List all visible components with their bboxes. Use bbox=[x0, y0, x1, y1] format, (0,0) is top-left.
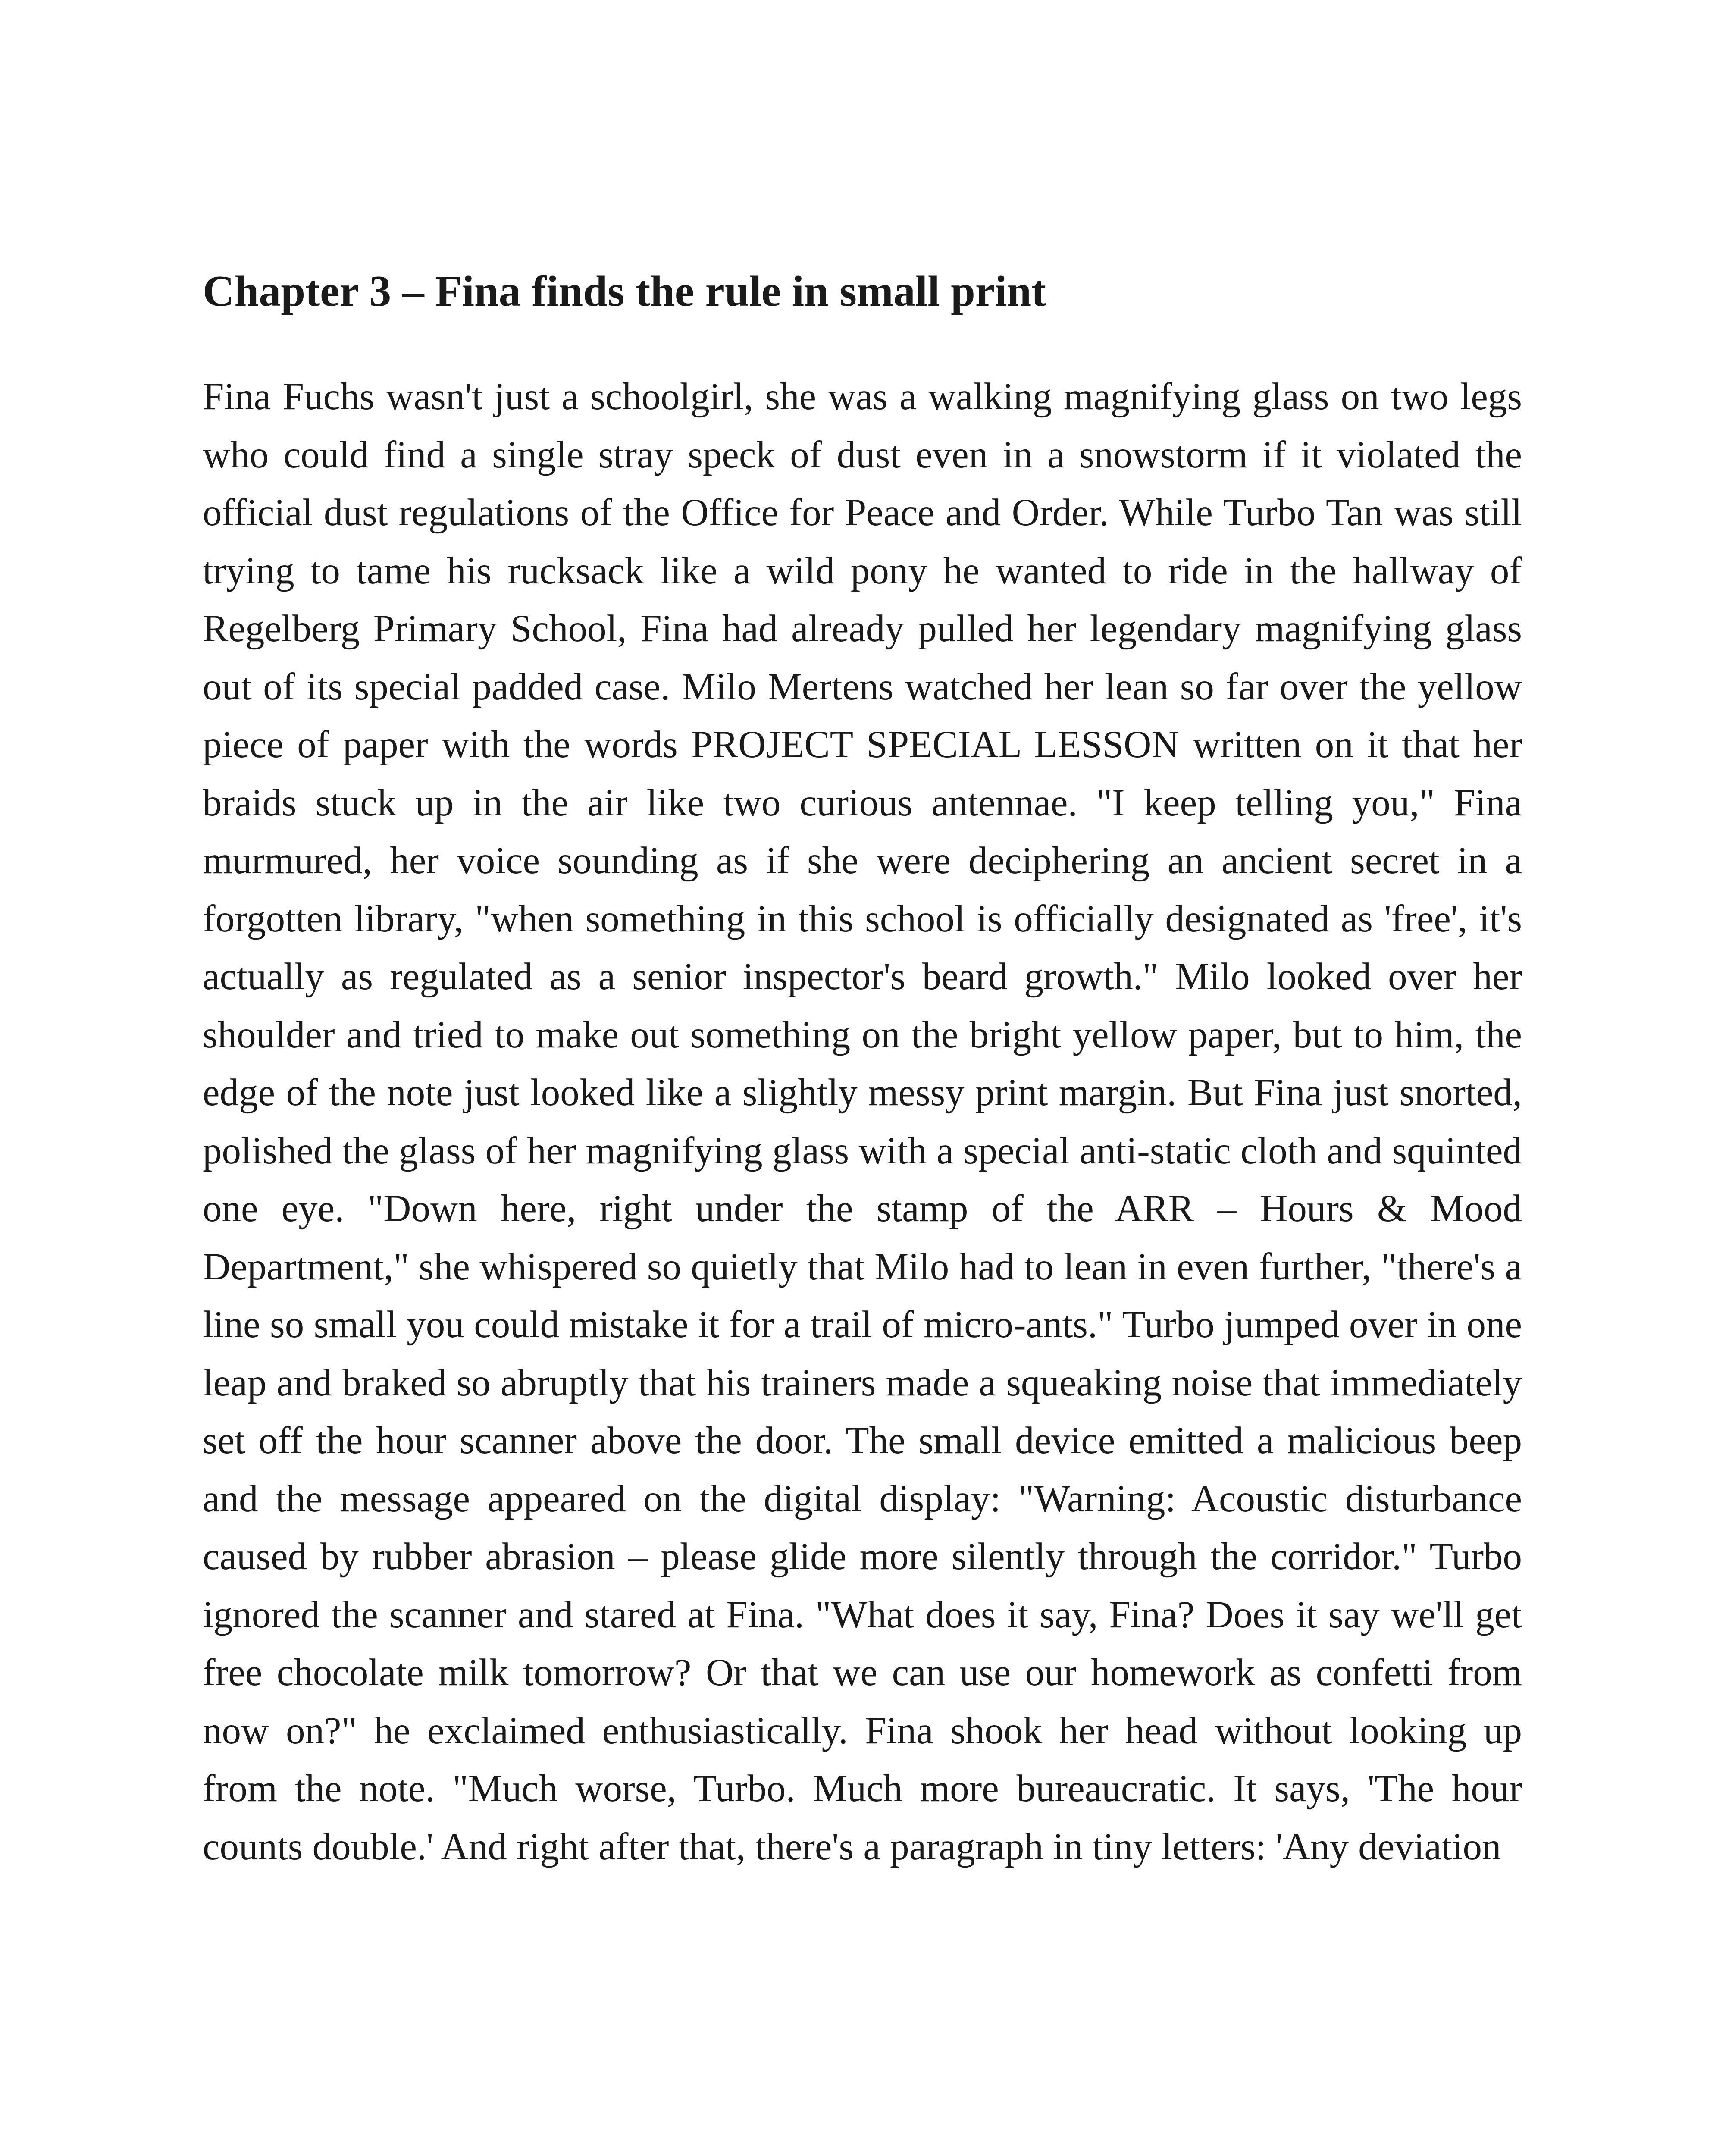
body-paragraph: Fina Fuchs wasn't just a schoolgirl, she was a walking magnifying glass on two legs who could find a single stray speck of dust even in a snowstorm if it violated the official dust regulations of the Office for Peace and Order. While Turbo Tan was still trying to tame his rucksack like a wild pony he wanted to ride in the hallway of Regelberg Primary School, Fina had already pulled her legendary magnifying glass out of its special padded case. Milo Mertens watched her lean so far over the yellow piece of paper with the words PROJECT SPECIAL LESSON written on it that her braids stuck up in the air like two curious antennae. "I keep telling you," Fina murmured, her voice sounding as if she were deciphering an ancient secret in a forgotten library, "when something in this school is officially designated as 'free', it's actually as regulated as a senior inspector's beard growth." Milo looked over her shoulder and tried to make out something on the bright yellow paper, but to him, the edge of the note just looked like a slightly messy print margin. But Fina just snorted, polished the glass of her magnifying glass with a special anti-static cloth and squinted one eye. "Down here, right under the stamp of the ARR – Hours & Mood Department," she whispered so quietly that Milo had to lean in even further, "there's a line so small you could mistake it for a trail of micro-ants." Turbo jumped over in one leap and braked so abruptly that his trainers made a squeaking noise that immediately set off the hour scanner above the door. The small device emitted a malicious beep and the message appeared on the digital display: "Warning: Acoustic disturbance caused by rubber abrasion – please glide more silently through the corridor." Turbo ignored the scanner and stared at Fina. "What does it say, Fina? Does it say we'll get free chocolate milk tomorrow? Or that we can use our homework as confetti from now on?" he exclaimed enthusiastically. Fina shook her head without looking up from the note. "Much worse, Turbo. Much more bureaucratic. It says, 'The hour counts double.' And right after that, there's a paragraph in tiny letters: 'Any deviation bbox=[203, 376, 1522, 1868]
text-column bbox=[203, 265, 1522, 1876]
chapter-title: Chapter 3 – Fina finds the rule in small print bbox=[203, 267, 1046, 316]
